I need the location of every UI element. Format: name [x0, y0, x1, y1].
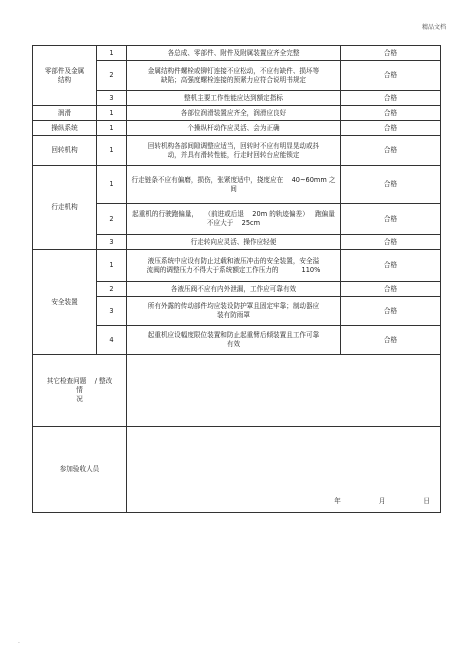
item-number: 2: [97, 61, 127, 91]
requirement-text: 不应大于 25cm: [206, 219, 261, 227]
result-cell: 合格: [341, 282, 441, 297]
item-number: 3: [97, 297, 127, 326]
participants-row: [33, 427, 441, 513]
requirement-text: 整机主要工作性能应达到额定指标: [184, 93, 283, 102]
item-number: 1: [97, 166, 127, 204]
requirement-text: 动，并具有滑转性能，行走时回转台应能锁定: [167, 150, 300, 159]
category-cell: [33, 46, 97, 106]
requirement-text: 起重机的行驶跑偏量， （前进或后退 20m 的轨迹偏差） 跑偏量: [132, 210, 335, 219]
table-row: [33, 136, 441, 166]
item-number: 3: [97, 235, 127, 250]
item-number: 2: [97, 204, 127, 235]
table-row: [33, 166, 441, 204]
result-cell: 合格: [341, 61, 441, 91]
result-cell: 合格: [341, 136, 441, 166]
item-number: 1: [97, 121, 127, 136]
result-cell: 合格: [341, 46, 441, 61]
table-row: [33, 46, 441, 61]
item-number: 4: [97, 326, 127, 355]
inspection-table: [32, 45, 441, 513]
participants-label: 参加验收人员: [33, 427, 127, 513]
date-month: 月: [378, 497, 386, 506]
category-cell: [33, 250, 97, 355]
requirement-cell: [127, 61, 341, 91]
requirement-text: 流阀的调整压力不得大于系统额定工作压力的 110%: [146, 265, 321, 274]
item-number: 1: [97, 250, 127, 282]
table-row: [33, 250, 441, 282]
requirement-text: 液压系统中应设有防止过载和液压冲击的安全装置，安全溢: [147, 256, 320, 265]
table-row: [33, 106, 441, 121]
other-issues-label-line: 情: [76, 386, 83, 395]
item-number: 1: [97, 46, 127, 61]
date-year: 年: [334, 497, 341, 506]
page-marker: .: [18, 638, 20, 645]
requirement-text: 行走链条不应有偏磨，损伤，张紧度适中，挠度应在 40~60mm 之: [131, 175, 336, 184]
requirement-cell: [127, 46, 341, 61]
requirement-text: 间: [230, 184, 237, 193]
requirement-cell: [127, 136, 341, 166]
requirement-text: 缺陷；高强度螺栓连接的预紧力应符合说明书规定: [160, 75, 307, 84]
requirement-text: 各总成、零部件、附件及附属装置应齐全完整: [167, 48, 300, 57]
category-label: 操纵系统: [51, 123, 78, 132]
date-line: [334, 497, 436, 506]
other-issues-label: [33, 355, 127, 427]
requirement-cell: [127, 166, 341, 204]
header-note: 精品文档: [421, 24, 446, 31]
requirement-cell: [127, 326, 341, 355]
requirement-text: 有效: [226, 340, 241, 348]
requirement-cell: [127, 121, 341, 136]
requirement-cell: [127, 297, 341, 326]
other-issues-label-line: 况: [76, 394, 83, 403]
requirement-text: 回转机构各部间隙调整应适当，回转时不应有明显晃动或抖: [147, 141, 320, 150]
item-number: 2: [97, 282, 127, 297]
item-number: 1: [97, 106, 127, 121]
requirement-text: 行走转向应灵活、操作应轻便: [190, 237, 277, 246]
category-label: 结构: [57, 75, 72, 84]
date-day: 日: [423, 497, 430, 506]
category-label: 零部件及金属: [44, 66, 85, 75]
category-cell: [33, 106, 97, 121]
item-number: 3: [97, 91, 127, 106]
requirement-text: 起重机应设幅度限位装置和防止起重臂后倾装置且工作可靠: [147, 331, 320, 340]
requirement-text: 装有防雨罩: [217, 311, 250, 319]
requirement-cell: [127, 106, 341, 121]
requirement-cell: [127, 250, 341, 282]
category-cell: [33, 136, 97, 166]
requirement-text: 所有外露的传动部件均应装设防护罩且固定牢靠；制动器应: [147, 302, 320, 311]
category-label: 润滑: [57, 108, 72, 117]
requirement-cell: [127, 204, 341, 235]
result-cell: 合格: [341, 326, 441, 355]
other-issues-row: [33, 355, 441, 427]
result-cell: 合格: [341, 204, 441, 235]
participants-signature[interactable]: [127, 427, 441, 513]
result-cell: 合格: [341, 106, 441, 121]
result-cell: 合格: [341, 235, 441, 250]
requirement-cell: [127, 282, 341, 297]
requirement-text: 金属结构件螺栓或铆钉连接不应松动，不应有缺件、损坏等: [147, 66, 320, 75]
item-number: 1: [97, 136, 127, 166]
requirement-text: 个操纵杆动作应灵活、会为正确: [187, 123, 280, 132]
category-label: 回转机构: [51, 146, 78, 155]
other-issues-label-line: 其它检查问题 / 整改: [46, 377, 113, 386]
requirement-cell: [127, 91, 341, 106]
requirement-text: 各液压阀不应有内外泄漏，工作应可靠有效: [170, 284, 297, 293]
other-issues-value[interactable]: [127, 355, 441, 427]
category-cell: [33, 121, 97, 136]
result-cell: 合格: [341, 91, 441, 106]
result-cell: 合格: [341, 166, 441, 204]
result-cell: 合格: [341, 121, 441, 136]
requirement-cell: [127, 235, 341, 250]
category-label: 安全装置: [51, 297, 78, 306]
table-row: [33, 121, 441, 136]
requirement-text: 各部位润滑装置应齐全，润滑应良好: [180, 108, 287, 117]
result-cell: 合格: [341, 297, 441, 326]
result-cell: 合格: [341, 250, 441, 282]
category-cell: [33, 166, 97, 250]
category-label: 行走机构: [51, 203, 78, 212]
